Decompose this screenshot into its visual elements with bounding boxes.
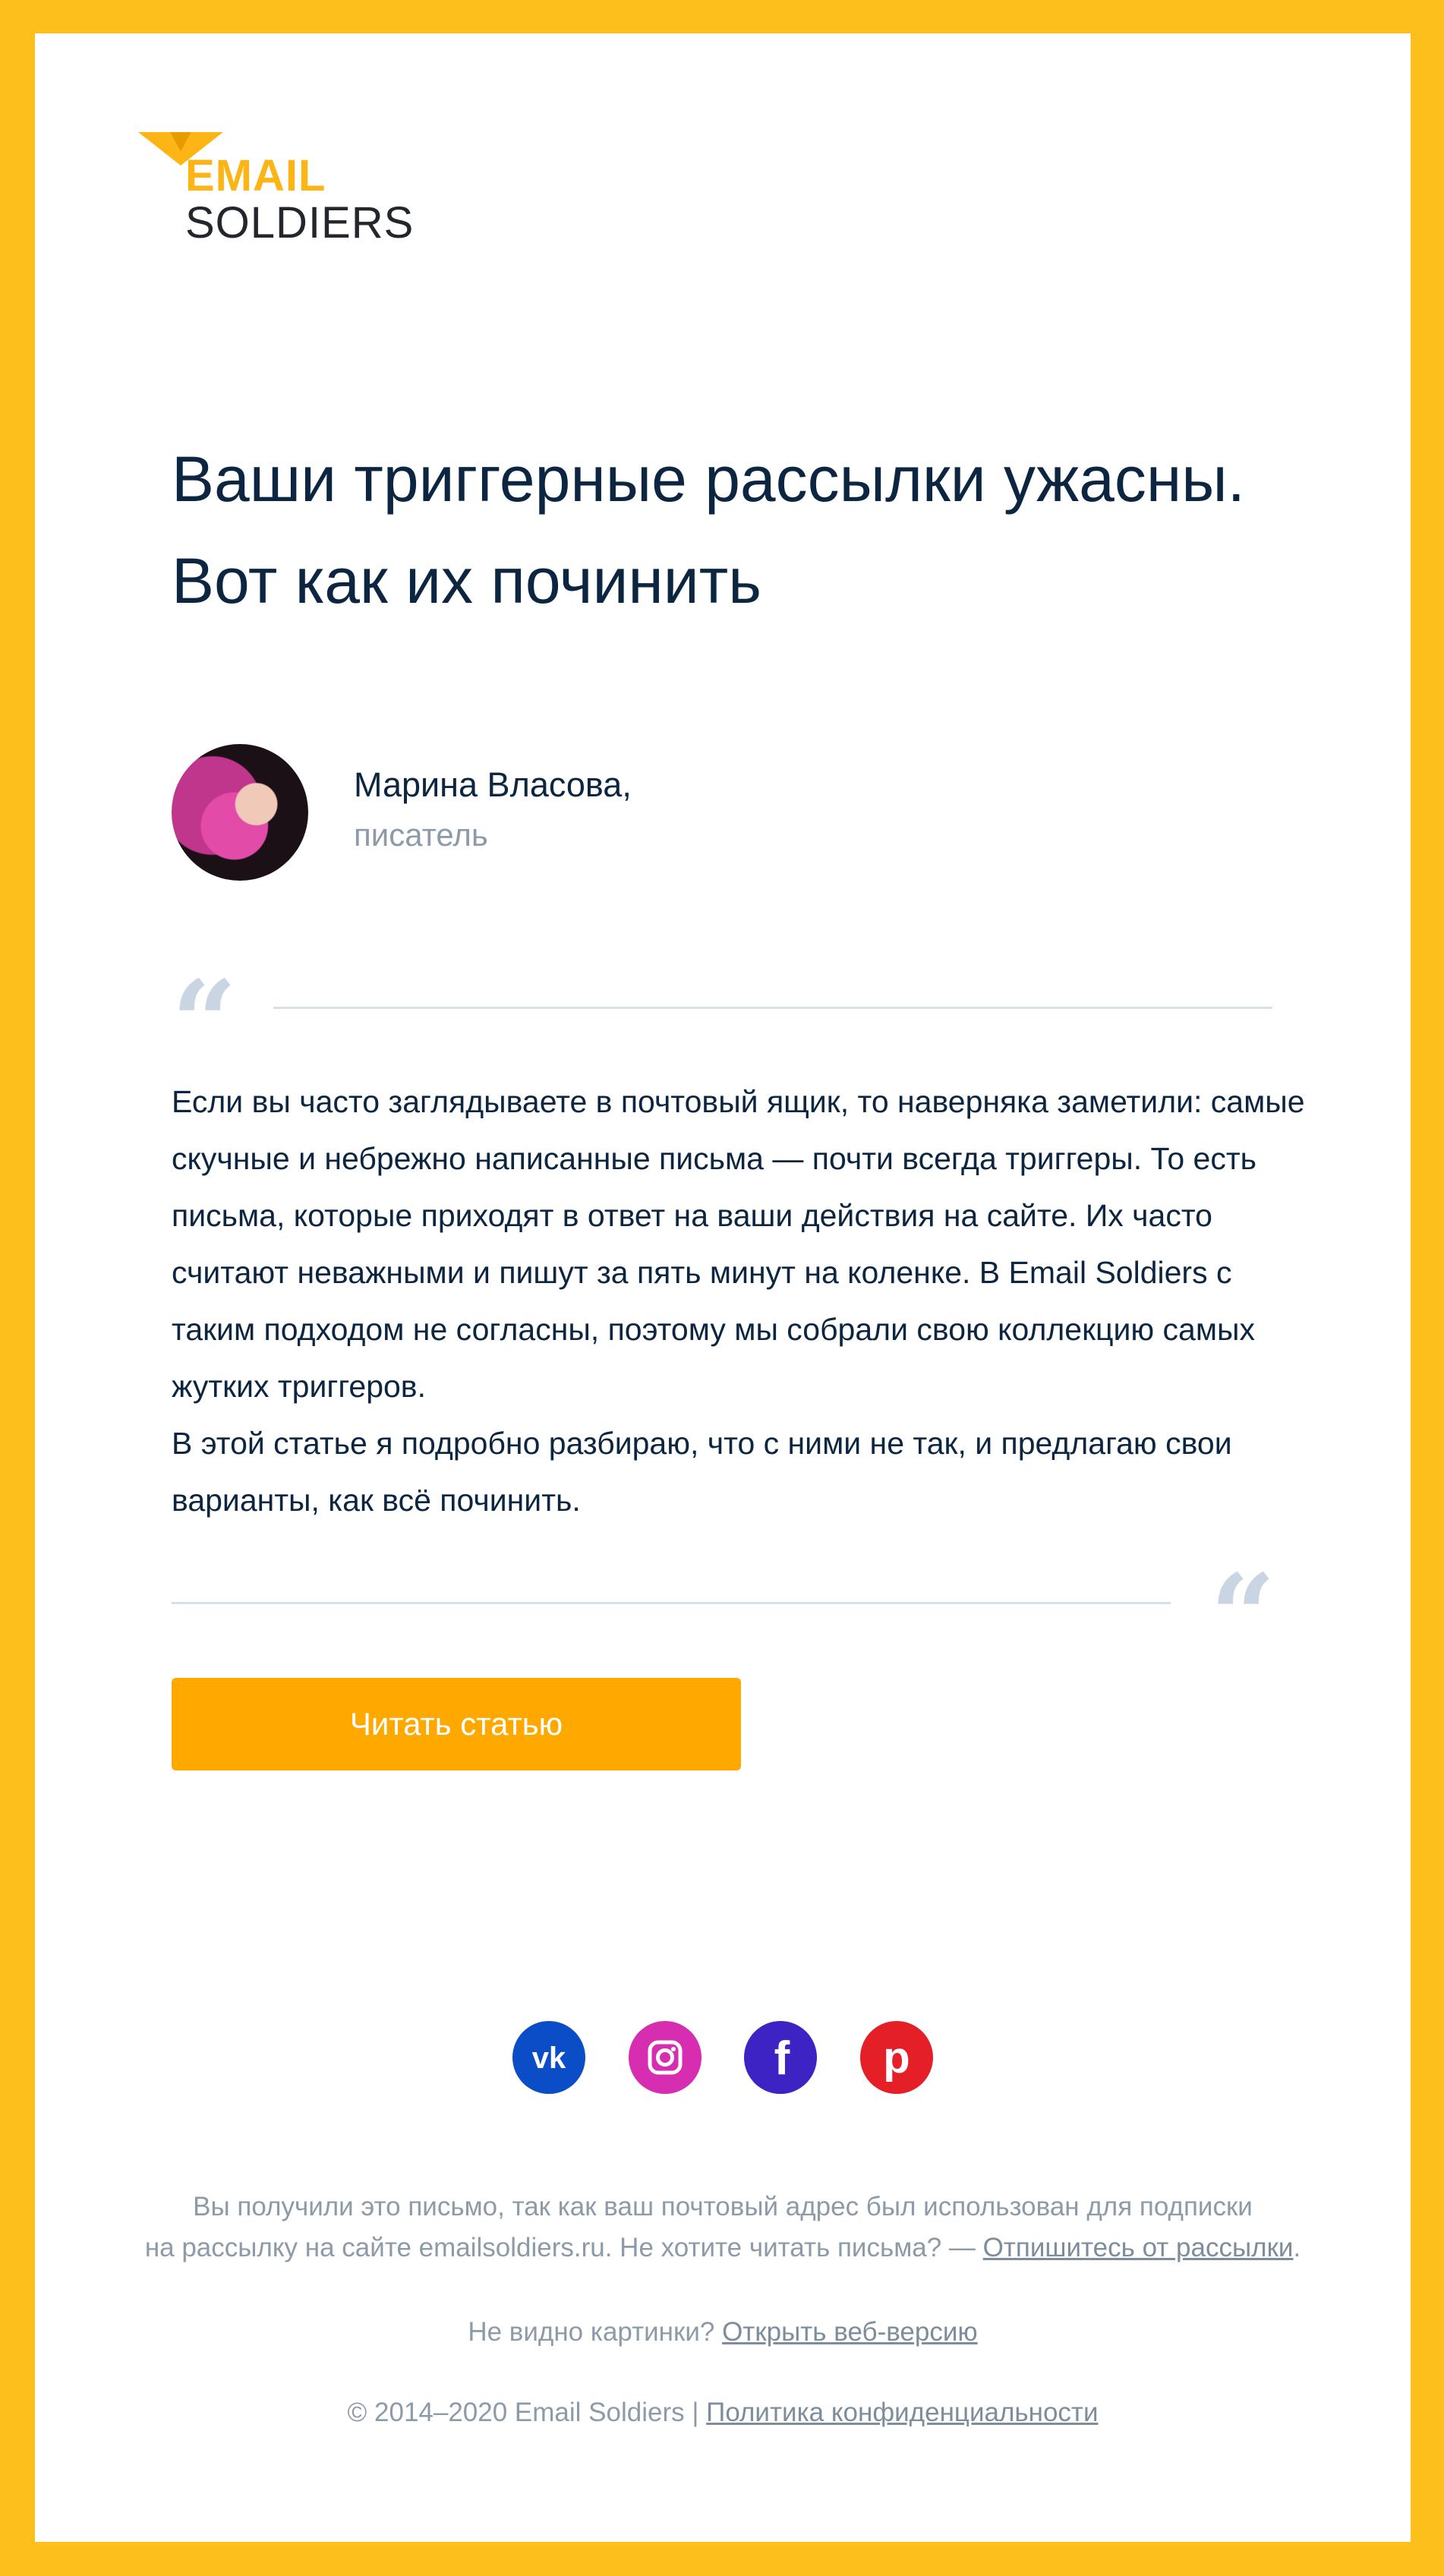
note-line-1: Вы получили это письмо, так как ваш почтовый адрес был использован для подписки xyxy=(193,2192,1253,2221)
quote-open-icon: “ xyxy=(172,956,238,1089)
avatar xyxy=(172,744,308,881)
quote-divider-bottom xyxy=(172,1550,1276,1683)
instagram-icon[interactable] xyxy=(629,2021,702,2094)
svg-text:p: p xyxy=(882,2033,910,2083)
note-line-2: на рассылку на сайте emailsoldiers.ru. Не хотите читать письма? — xyxy=(144,2233,983,2262)
web-version-prefix: Не видно картинки? xyxy=(468,2317,723,2347)
author-name: Марина Власова, xyxy=(354,765,632,804)
read-article-button[interactable]: Читать статью xyxy=(172,1678,741,1770)
brand-logo[interactable] xyxy=(105,100,454,260)
copyright-text: © 2014–2020 Email Soldiers | xyxy=(347,2398,707,2427)
web-version-line xyxy=(35,2317,1411,2347)
quote-divider-top xyxy=(172,956,1272,1089)
divider-line xyxy=(172,1602,1171,1604)
note-line-2-end: . xyxy=(1293,2233,1301,2262)
title-line-2: Вот как их починить xyxy=(172,545,761,616)
privacy-policy-link[interactable]: Политика конфиденциальности xyxy=(706,2398,1099,2427)
logo-word-email: EMAIL xyxy=(185,151,326,200)
title-line-1: Ваши триггерные рассылки ужасны. xyxy=(172,443,1245,515)
copyright-line xyxy=(35,2398,1411,2428)
pinterest-icon[interactable] xyxy=(860,2021,933,2094)
quote-close-icon: “ xyxy=(1210,1550,1276,1683)
vk-icon[interactable] xyxy=(512,2021,585,2094)
svg-text:f: f xyxy=(774,2032,790,2085)
svg-text:vk: vk xyxy=(532,2042,566,2075)
author-role: писатель xyxy=(354,817,488,853)
unsubscribe-link[interactable]: Отпишитесь от рассылки xyxy=(982,2233,1294,2262)
divider-line xyxy=(273,1007,1272,1009)
logo-word-soldiers: SOLDIERS xyxy=(185,198,415,248)
facebook-icon[interactable] xyxy=(744,2021,817,2094)
web-version-link[interactable]: Открыть веб-версию xyxy=(722,2317,978,2347)
article-excerpt xyxy=(172,1074,1310,1529)
email-card xyxy=(35,33,1411,2542)
excerpt-paragraph-1: Если вы часто заглядываете в почтовый ящик, то наверняка заметили: самые скучные и небрежно написанные письма — почти всегда триггеры. То есть письма, которые приходят в ответ на ваши действия на сайте. Их часто считают неважными и пишут за пять минут на коленке. В Email Soldiers с таким подходом не согласны, поэтому мы собрали свою коллекцию самых жутких триггеров. xyxy=(172,1084,1305,1404)
article-title xyxy=(172,428,1310,632)
social-links xyxy=(35,2021,1411,2097)
subscription-note xyxy=(35,2187,1411,2269)
excerpt-paragraph-2: В этой статье я подробно разбираю, что с ними не так, и предлагаю свои варианты, как всё починить. xyxy=(172,1426,1232,1518)
author-block xyxy=(172,744,855,896)
